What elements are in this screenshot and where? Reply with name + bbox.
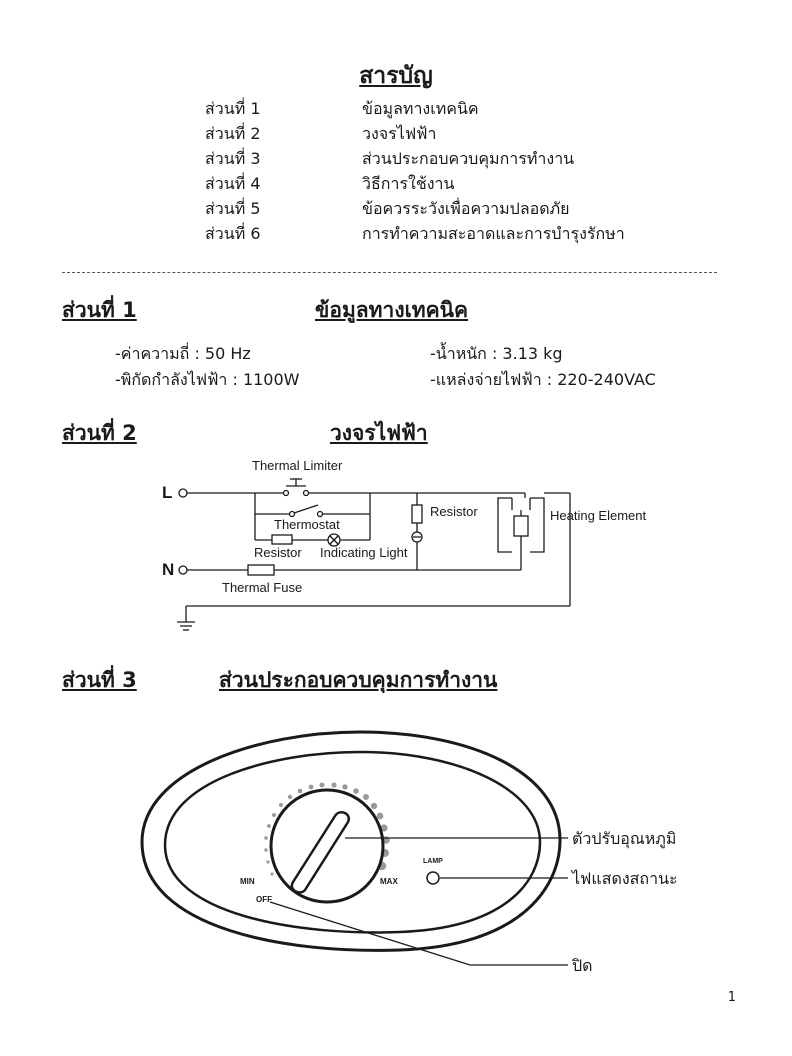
spec-power: -พิกัดกำลังไฟฟ้า : 1100W: [115, 370, 300, 389]
toc-item-number: ส่วนที่ 1: [205, 99, 261, 118]
thermal-fuse-label: Thermal Fuse: [222, 580, 303, 595]
section2-label: ส่วนที่ 2: [62, 421, 137, 445]
thermostat-label: Thermostat: [274, 517, 340, 532]
lamp-label: LAMP: [423, 858, 443, 865]
section3-label: ส่วนที่ 3: [62, 668, 137, 692]
toc-item-text: ส่วนประกอบควบคุมการทำงาน: [362, 149, 575, 168]
toc-item-number: ส่วนที่ 2: [205, 124, 261, 143]
resistor-left-label: Resistor: [254, 545, 302, 560]
toc-item-number: ส่วนที่ 6: [205, 224, 261, 243]
scale-max-label: MAX: [380, 877, 398, 886]
toc-item-text: วิธีการใช้งาน: [362, 174, 455, 193]
page-number: 1: [727, 990, 736, 1005]
section2-title: วงจรไฟฟ้า: [330, 421, 428, 445]
status-lamp: [427, 872, 439, 884]
callout-knob: ตัวปรับอุณหภูมิ: [572, 829, 677, 848]
scale-off-label: OFF: [256, 895, 272, 904]
terminal-n-label: N: [162, 560, 175, 579]
toc-item-text: ข้อควรระวังเพื่อความปลอดภัย: [362, 199, 570, 218]
spec-supply: -แหล่งจ่ายไฟฟ้า : 220-240VAC: [430, 370, 656, 389]
resistor-right-label: Resistor: [430, 504, 478, 519]
toc-item-number: ส่วนที่ 3: [205, 149, 261, 168]
heating-element-label: Heating Element: [550, 508, 647, 523]
toc-item-number: ส่วนที่ 4: [205, 174, 261, 193]
spec-weight: -น้ำหนัก : 3.13 kg: [430, 344, 563, 363]
terminal-l-label: L: [162, 483, 173, 502]
indicating-light-label: Indicating Light: [320, 545, 408, 560]
toc-item-text: การทำความสะอาดและการบำรุงรักษา: [362, 224, 625, 243]
spec-frequency: -ค่าความถี่ : 50 Hz: [115, 344, 251, 363]
section3-title: ส่วนประกอบควบคุมการทำงาน: [219, 668, 498, 692]
callout-lamp: ไฟแสดงสถานะ: [572, 869, 678, 888]
section1-label: ส่วนที่ 1: [62, 298, 137, 322]
callout-off: ปิด: [572, 956, 593, 975]
thermal-limiter-label: Thermal Limiter: [252, 458, 343, 473]
scale-min-label: MIN: [240, 877, 255, 886]
toc-item-number: ส่วนที่ 5: [205, 199, 261, 218]
toc-item-text: ข้อมูลทางเทคนิค: [362, 99, 479, 118]
toc-title: สารบัญ: [359, 63, 433, 89]
section1-title: ข้อมูลทางเทคนิค: [315, 298, 469, 322]
toc-item-text: วงจรไฟฟ้า: [362, 124, 437, 143]
